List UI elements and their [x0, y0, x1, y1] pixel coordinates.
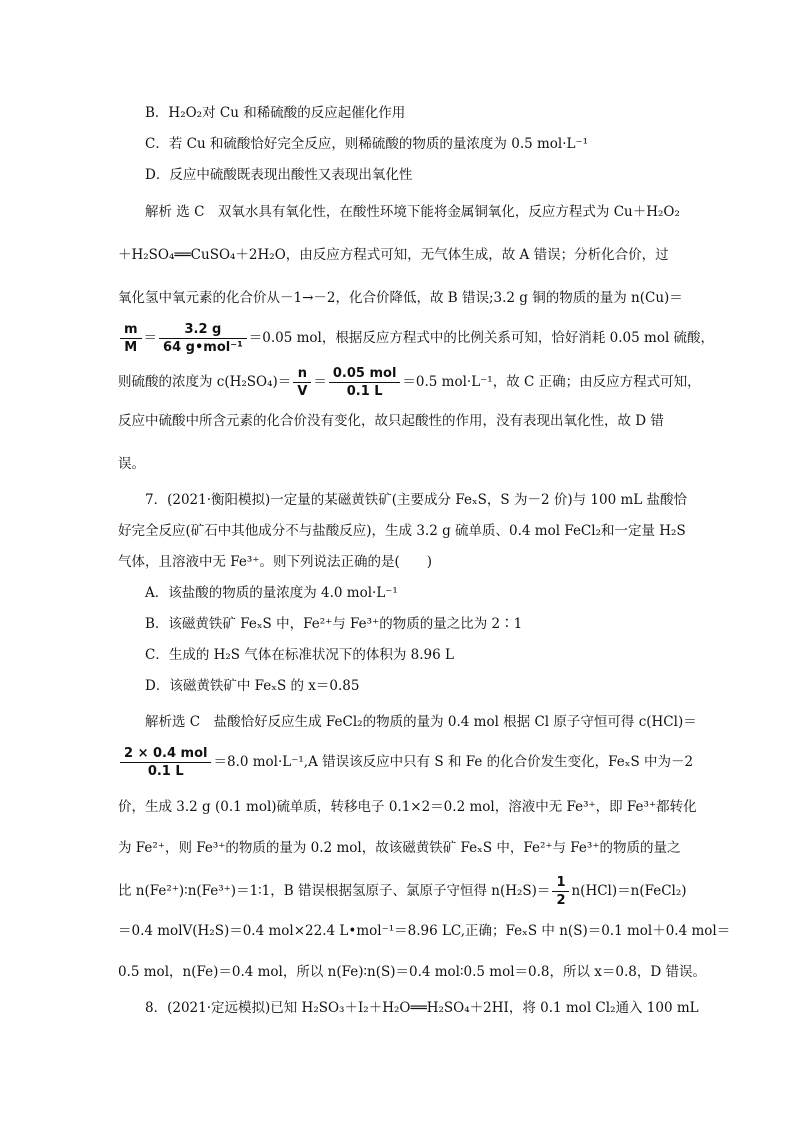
option-c-prev: C．若 Cu 和硫酸恰好完全反应，则稀硫酸的物质的量浓度为 0.5 mol·L⁻¹: [145, 136, 589, 152]
analysis7-line2: $\frac{\text{2 × 0.4 mol}}{0.1 L}$ ＝8.0 mol·L⁻¹,A 错误该反应中只有 S 和 Fe 的化合价发生变化，FeₓS 中为－2: [118, 746, 693, 779]
option-d-prev: D．反应中硫酸既表现出酸性又表现出氧化性: [145, 167, 413, 183]
question7-option-c: C．生成的 H₂S 气体在标准状况下的体积为 8.96 L: [145, 647, 454, 663]
fraction-mass-over-molar: $\frac{3.2 g}{\text{64 g•mol⁻¹}}$: [159, 322, 247, 355]
analysis6-line1: 解析 选 C 双氧水具有氧化性，在酸性环境下能将金属铜氧化，反应方程式为 Cu＋H₂O₂: [145, 204, 680, 220]
option-b-prev: B．H₂O₂对 Cu 和稀硫酸的反应起催化作用: [145, 105, 406, 121]
analysis6-line4: $\frac{m}{M}$ ＝ $\frac{3.2 g}{\text{64 g•mol⁻¹}}$ ＝0.05 mol，根据反应方程式中的比例关系可知，恰好消耗 0.05 mol 硫酸，: [118, 322, 714, 355]
analysis6-line5: 则硫酸的浓度为 c(H₂SO₄)＝ $\frac{n}{V}$ ＝ $\frac{\text{0.05 mol}}{0.1 L}$ ＝0.5 mol·L⁻¹，故 C 正确；由反应方程式可知，: [118, 366, 701, 399]
question7-line3: 气体，且溶液中无 Fe³⁺。则下列说法正确的是( ): [118, 554, 432, 570]
question7-line1: 7．(2021·衡阳模拟)一定量的某磁黄铁矿(主要成分 FeₓS，S 为－2 价)与 100 mL 盐酸恰: [145, 492, 688, 508]
fraction-one-half: $\frac{1}{2}$: [552, 875, 569, 908]
fraction-mol-over-volume: $\frac{\text{0.05 mol}}{0.1 L}$: [329, 366, 401, 399]
analysis6-line3: 氧化氢中氧元素的化合价从－1→－2，化合价降低，故 B 错误;3.2 g 铜的物质的量为 n(Cu)＝: [118, 290, 683, 306]
analysis7-line7: 0.5 mol，n(Fe)＝0.4 mol，所以 n(Fe)∶n(S)＝0.4 mol∶0.5 mol＝0.8，所以 x＝0.8，D 错误。: [118, 964, 706, 980]
analysis7-line6: ＝0.4 molV(H₂S)＝0.4 mol×22.4 L•mol⁻¹＝8.96 LC,正确；FeₓS 中 n(S)＝0.1 mol＋0.4 mol＝: [118, 923, 731, 939]
question7-option-b: B．该磁黄铁矿 FeₓS 中，Fe²⁺与 Fe³⁺的物质的量之比为 2∶1: [145, 616, 523, 632]
analysis7-line3: 价，生成 3.2 g (0.1 mol)硫单质，转移电子 0.1×2＝0.2 mol，溶液中无 Fe³⁺，即 Fe³⁺都转化: [118, 799, 697, 815]
question8-line1: 8．(2021·定远模拟)已知 H₂SO₃＋I₂＋H₂O══H₂SO₄＋2HI，将 0.1 mol Cl₂通入 100 mL: [145, 1000, 699, 1016]
question7-option-a: A．该盐酸的物质的量浓度为 4.0 mol·L⁻¹: [145, 585, 398, 601]
analysis6-line6: 反应中硫酸中所含元素的化合价没有变化，故只起酸性的作用，没有表现出氧化性，故 D 错: [118, 413, 664, 429]
analysis7-line1: 解析选 C 盐酸恰好反应生成 FeCl₂的物质的量为 0.4 mol 根据 Cl 原子守恒可得 c(HCl)＝: [145, 714, 697, 730]
question7-line2: 好完全反应(矿石中其他成分不与盐酸反应)，生成 3.2 g 硫单质、0.4 mol FeCl₂和一定量 H₂S: [118, 523, 686, 539]
analysis6-line2: ＋H₂SO₄══CuSO₄＋2H₂O，由反应方程式可知，无气体生成，故 A 错误；分析化合价，过: [118, 247, 669, 263]
fraction-hcl-concentration: $\frac{\text{2 × 0.4 mol}}{0.1 L}$: [120, 746, 211, 779]
analysis7-line5: 比 n(Fe²⁺)∶n(Fe³⁺)＝1∶1，B 错误根据氢原子、氯原子守恒得 n(H₂S)＝ $\frac{1}{2}$ n(HCl)＝n(FeCl₂): [118, 875, 687, 908]
fraction-m-over-M: $\frac{m}{M}$: [120, 322, 142, 355]
question7-option-d: D．该磁黄铁矿中 FeₓS 的 x＝0.85: [145, 678, 360, 694]
analysis7-line4: 为 Fe²⁺，则 Fe³⁺的物质的量为 0.2 mol，故该磁黄铁矿 FeₓS 中，Fe²⁺与 Fe³⁺的物质的量之: [118, 840, 681, 856]
fraction-n-over-V: $\frac{n}{V}$: [293, 366, 311, 399]
analysis6-line7: 误。: [118, 456, 145, 472]
